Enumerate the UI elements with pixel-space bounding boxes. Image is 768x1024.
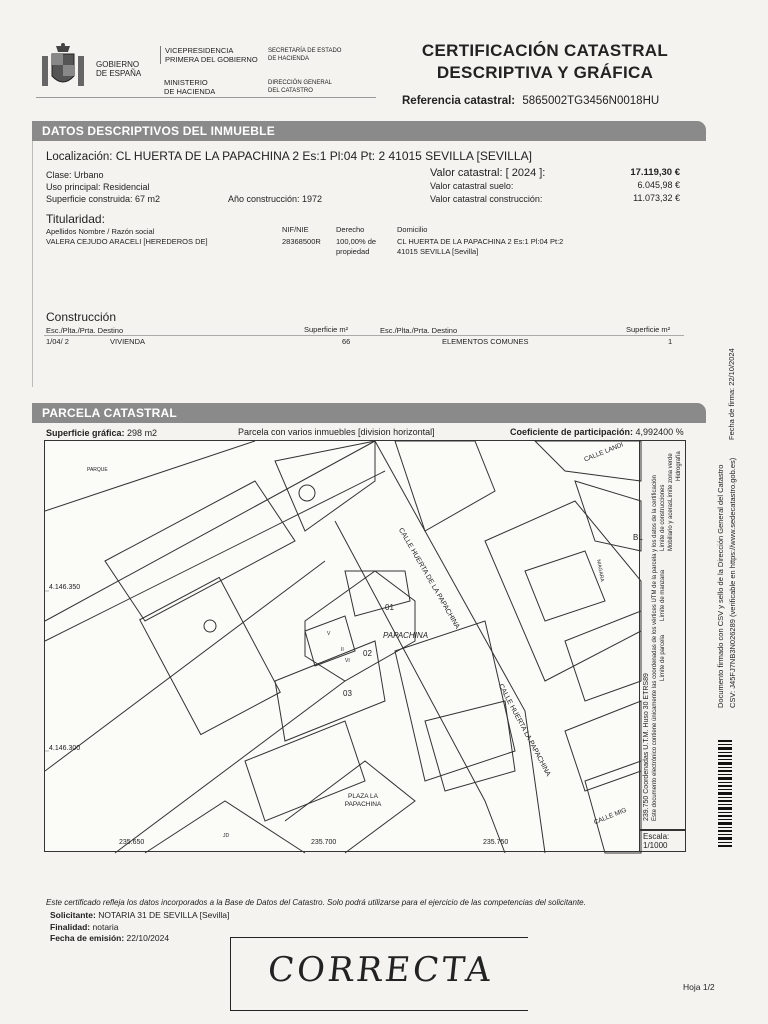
- solicitante-label: Solicitante:: [50, 910, 96, 920]
- gobierno-line-1: GOBIERNO: [96, 60, 140, 69]
- clase: Clase: Urbano: [46, 170, 104, 180]
- utm-note: 239.750 Coordenadas U.T.M. Huso 30 ETRS89: [643, 673, 650, 821]
- map-label-ii: II: [341, 647, 344, 653]
- side-signature-line-1: Documento firmado con CSV y sello de la Dirección General del Catastro: [716, 464, 725, 708]
- dgc-line-2: DEL CATASTRO: [268, 88, 313, 94]
- title-line-1: CERTIFICACIÓN CATASTRAL: [421, 41, 669, 60]
- secr-line-1: SECRETARÍA DE ESTADO: [268, 48, 342, 54]
- street-label-niagara: NIAGARA: [595, 559, 605, 583]
- document-title: [400, 40, 690, 84]
- legend-note: Este documento electrónico contiene únicamente las coordenadas de los vértices UTM de la parcela y los datos de la certificación: [652, 475, 658, 821]
- scale-value: 1/1000: [643, 841, 668, 850]
- fecha-emision-label: Fecha de emisión:: [50, 933, 125, 943]
- constr-header-sup-2: Superficie m²: [626, 325, 671, 334]
- direccion-general: [268, 79, 378, 95]
- street-label-huerta-1: CALLE HUERTA DE LA PAPACHINA: [396, 527, 461, 631]
- map-label-03: 03: [343, 689, 352, 698]
- vice-line-2: PRIMERA DEL GOBIERNO: [165, 55, 258, 64]
- coeficiente-participacion: [510, 427, 684, 437]
- tit-nif: 28368500R: [282, 237, 321, 246]
- minis-line-1: MINISTERIO: [164, 78, 208, 87]
- map-legend: [640, 440, 686, 830]
- secr-line-2: DE HACIENDA: [268, 56, 310, 62]
- valor-suelo-label: Valor catastral suelo:: [430, 181, 514, 191]
- dgc-line-1: DIRECCIÓN GENERAL: [268, 80, 333, 86]
- cadastral-map: [44, 440, 643, 852]
- section-band-datos: DATOS DESCRIPTIVOS DEL INMUEBLE: [32, 121, 706, 141]
- legend-limite-construcciones: Límite de construcciones: [660, 484, 666, 551]
- vicepresidencia: [160, 46, 264, 64]
- tit-header-nif: NIF/NIE: [282, 225, 309, 234]
- tit-domicilio-line-1: CL HUERTA DE LA PAPACHINA 2 Es:1 Pl:04 Pt:2: [397, 237, 564, 246]
- barcode-icon: [718, 740, 732, 850]
- valor-suelo-value: 6.045,98 €: [637, 180, 680, 190]
- constr-destino-2: ELEMENTOS COMUNES: [442, 337, 529, 346]
- coord-x-2: 235.700: [311, 839, 337, 846]
- coord-y-2: 4.146.300: [49, 745, 81, 752]
- footer-fecha-emision: [50, 933, 169, 943]
- construccion-heading: Construcción: [46, 310, 117, 324]
- constr-sup: 66: [342, 337, 351, 346]
- superficie-grafica: [46, 428, 157, 438]
- loc-value: CL HUERTA DE LA PAPACHINA 2 Es:1 Pl:04 Pt: 2 41015 SEVILLA [SEVILLA]: [115, 149, 532, 163]
- title-line-2: DESCRIPTIVA Y GRÁFICA: [436, 63, 654, 82]
- localizacion: [46, 149, 532, 163]
- legend-mobiliario: Mobiliario y aceras: [668, 500, 674, 551]
- footer-solicitante: [50, 910, 229, 920]
- map-label-02: 02: [363, 649, 372, 658]
- valor-construccion-value: 11.073,32 €: [633, 193, 680, 203]
- tit-derecho: [336, 237, 376, 257]
- legend-limite-manzana: Límite de manzana: [660, 569, 666, 621]
- map-label-jd: JD: [223, 833, 230, 839]
- tit-header-domicilio: Domicilio: [397, 225, 428, 234]
- vice-line-1: VICEPRESIDENCIA: [165, 46, 234, 55]
- map-label-01: 01: [385, 603, 394, 612]
- handwritten-correcta: CORRECTA: [265, 950, 496, 990]
- coord-x-1: 235.650: [119, 839, 145, 846]
- ministerio: [160, 78, 264, 96]
- solicitante-value: NOTARIA 31 DE SEVILLA [Sevilla]: [98, 910, 230, 920]
- constr-header-esc-2: Esc./Plta./Prta. Destino: [380, 326, 458, 335]
- coord-y-1: 4.146.350: [49, 584, 81, 591]
- street-label-huerta-2: CALLE HUERTA LA PAPACHINA: [496, 683, 552, 778]
- minis-line-2: DE HACIENDA: [164, 87, 216, 96]
- tit-derecho-line-1: 100,00% de: [336, 237, 377, 246]
- constr-header-sup: Superficie m²: [304, 325, 349, 334]
- sup-grafica-value: 298 m2: [127, 428, 158, 438]
- section-band-parcela: PARCELA CATASTRAL: [32, 403, 706, 423]
- map-label-parque: PARQUE: [87, 467, 108, 473]
- valor-catastral-label: Valor catastral: [ 2024 ]:: [430, 167, 546, 179]
- scale-label: Escala:: [643, 832, 670, 841]
- tit-derecho-line-2: propiedad: [336, 247, 370, 256]
- uso-principal: Uso principal: Residencial: [46, 182, 150, 192]
- constr-esc: 1/04/ 2: [46, 337, 69, 346]
- page-number: Hoja 1/2: [683, 982, 715, 992]
- coef-value: 4,992400 %: [635, 427, 684, 437]
- map-label-vi: VI: [345, 658, 350, 664]
- map-label-papachina: PAPACHINA: [383, 631, 429, 640]
- tit-nombre: VALERA CEJUDO ARACELI [HEREDEROS DE]: [46, 237, 208, 246]
- anio-construccion: Año construcción: 1972: [228, 194, 323, 204]
- gobierno-de-espana: [96, 60, 154, 78]
- coef-label: Coeficiente de participación:: [510, 427, 634, 437]
- constr-divider: [44, 335, 684, 336]
- ref-label: Referencia catastral:: [402, 95, 516, 107]
- street-label-landi: CALLE LANDI: [583, 441, 625, 464]
- titularidad-heading: Titularidad:: [46, 212, 105, 226]
- side-fecha-firma: Fecha de firma: 22/10/2024: [727, 348, 736, 440]
- sup-grafica-label: Superficie gráfica:: [46, 428, 125, 438]
- valor-construccion-label: Valor catastral construcción:: [430, 194, 543, 204]
- street-label-mig: CALLE MIG: [592, 806, 628, 827]
- finalidad-value: notaria: [92, 922, 119, 932]
- gobierno-line-2: DE ESPAÑA: [96, 69, 142, 78]
- footer-finalidad: [50, 922, 119, 932]
- referencia-catastral: [402, 95, 659, 107]
- map-label-v: V: [327, 631, 331, 637]
- tit-header-derecho: Derecho: [336, 225, 365, 234]
- loc-label: Localización:: [46, 151, 113, 163]
- constr-destino: VIVIENDA: [110, 337, 146, 346]
- secretaria-estado: [268, 47, 378, 63]
- constr-header-esc: Esc./Plta./Prta. Destino: [46, 326, 124, 335]
- street-label-plaza: PLAZA LA PAPACHINA: [344, 793, 382, 808]
- map-scale: [640, 830, 686, 852]
- map-label-bl: BL: [633, 533, 643, 542]
- constr-sup-2: 1: [668, 337, 673, 346]
- tit-header-nombre: Apellidos Nombre / Razón social: [46, 227, 155, 236]
- legend-zona-verde: Límite zona verde: [668, 453, 674, 501]
- legend-limite-parcela: Límite de parcela: [660, 634, 666, 681]
- ref-value: 5865002TG3456N0018HU: [522, 95, 660, 107]
- parcela-descripcion: Parcela con varios inmuebles [division horizontal]: [238, 427, 435, 437]
- tit-domicilio: [397, 237, 563, 257]
- coat-of-arms-icon: [36, 42, 90, 96]
- finalidad-label: Finalidad:: [50, 922, 91, 932]
- superficie-construida: Superficie construida: 67 m2: [46, 194, 161, 204]
- footer-disclaimer: Este certificado refleja los datos incorporados a la Base de Datos del Catastro. Solo podrá utilizarse para el ejercicio de las competencias del solicitante.: [46, 898, 586, 907]
- tit-domicilio-line-2: 41015 SEVILLA [Sevilla]: [397, 247, 479, 256]
- fecha-emision-value: 22/10/2024: [126, 933, 170, 943]
- legend-hidrografia: Hidrografía: [676, 451, 682, 481]
- side-signature-line-2: CSV: J45FJ7NB3N026289 (verificable en https://www.sedecatastro.gob.es): [728, 457, 737, 708]
- valor-catastral-value: 17.119,30 €: [630, 167, 680, 178]
- coord-x-3: 235.750: [483, 839, 509, 846]
